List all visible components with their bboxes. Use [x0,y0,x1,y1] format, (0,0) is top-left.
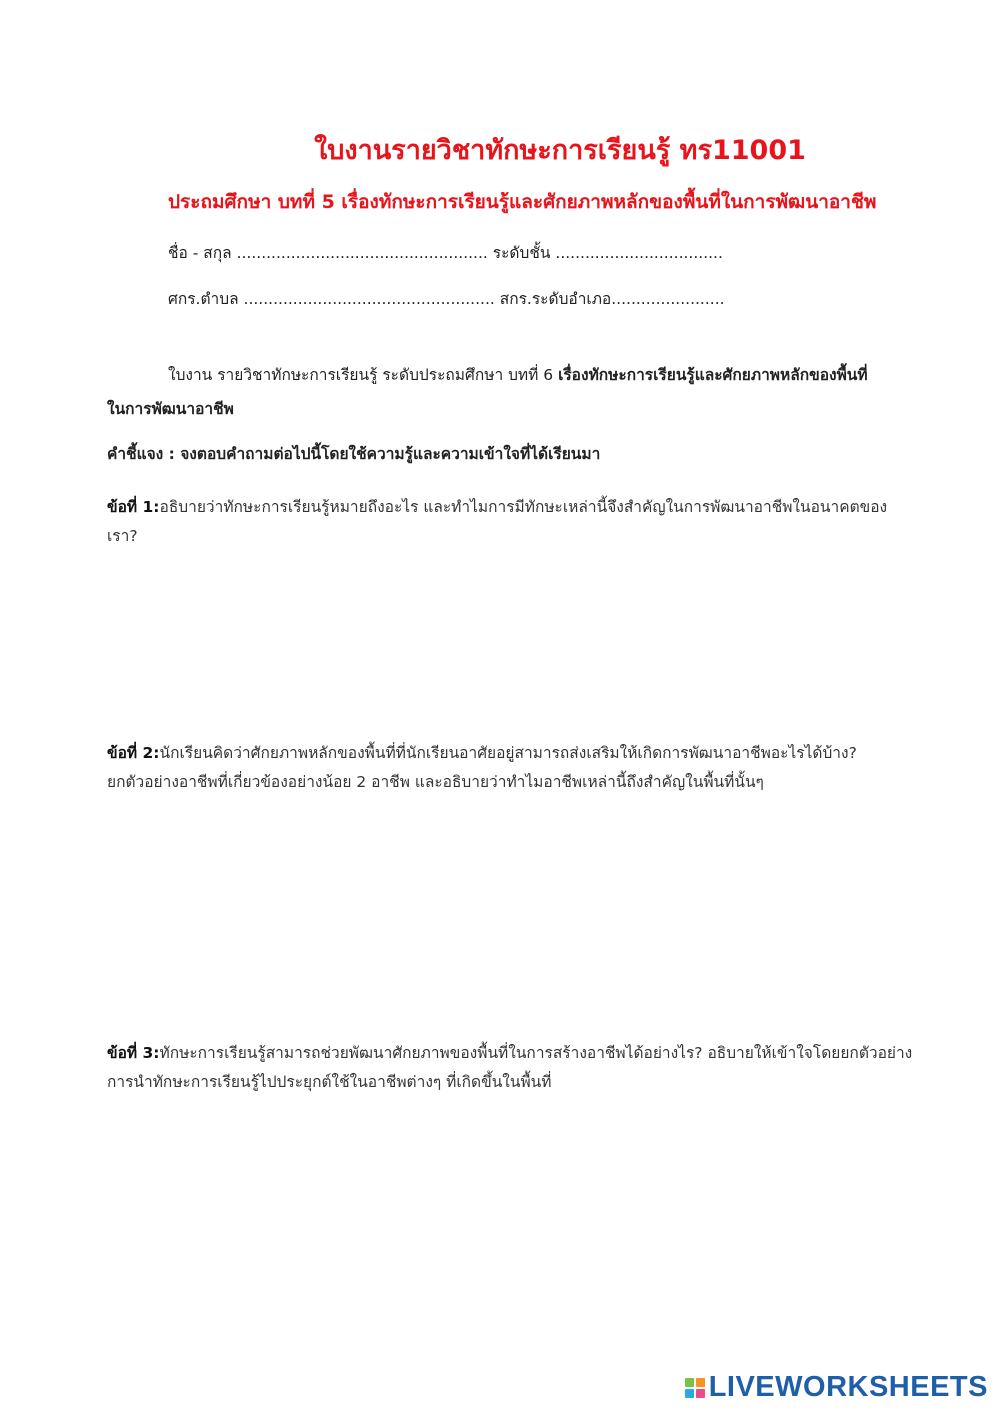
logo-icon-v [685,1389,694,1398]
intro-line-2: ในการพัฒนาอาชีพ [107,400,234,418]
worksheet-subtitle: ประถมศึกษา บทที่ 5 เรื่องทักษะการเรียนรู้และศักยภาพหลักของพื้นที่ในการพัฒนาอาชีพ [168,191,877,213]
tambon-input-dots[interactable]: ................................................... [243,290,495,308]
question-3-label: ข้อที่ 3: [107,1044,160,1062]
liveworksheets-logo-icon [685,1378,705,1398]
intro-bold-text: เรื่องทักษะการเรียนรู้และศักยภาพหลักของพื้นที่ [558,366,868,384]
name-input-dots[interactable]: ................................................... [236,244,488,262]
liveworksheets-logo-text: LIVEWORKSHEETS [708,1371,988,1403]
name-field-row [168,240,723,265]
instruction-text: คำชี้แจง : จงตอบคำถามต่อไปนี้โดยใช้ความรู้และความเข้าใจที่ได้เรียนมา [107,445,601,463]
question-1-label: ข้อที่ 1: [107,498,160,516]
question-2 [107,739,957,797]
question-3 [107,1039,957,1097]
question-3-text-line2: การนำทักษะการเรียนรู้ไปประยุกต์ใช้ในอาชีพต่างๆ ที่เกิดขึ้นในพื้นที่ [107,1073,552,1091]
center-field-row [168,286,725,311]
amphoe-input-dots[interactable]: ....................... [611,290,725,308]
worksheet-title: ใบงานรายวิชาทักษะการเรียนรู้ ทร11001 [314,135,806,166]
liveworksheets-logo [685,1371,988,1404]
answer-area-3[interactable] [107,1106,957,1346]
question-3-text-line1: ทักษะการเรียนรู้สามารถช่วยพัฒนาศักยภาพของพื้นที่ในการสร้างอาชีพได้อย่างไร? อธิบายให้เข้าใจโดยยกตัวอย่าง [159,1044,913,1062]
level-label: ระดับชั้น [492,244,551,262]
intro-normal-text: ใบงาน รายวิชาทักษะการเรียนรู้ ระดับประถมศึกษา บทที่ 6 [168,366,559,384]
question-1-text-line2: เรา? [107,527,138,545]
question-2-text-line2: ยกตัวอย่างอาชีพที่เกี่ยวข้องอย่างน้อย 2 อาชีพ และอธิบายว่าทำไมอาชีพเหล่านี้ถึงสำคัญในพื้นที่นั้นๆ [107,773,764,791]
tambon-label: ศกร.ตำบล [168,290,239,308]
intro-line-1 [168,362,868,387]
name-label: ชื่อ - สกุล [168,244,232,262]
answer-area-2[interactable] [107,806,957,1026]
logo-icon-e [696,1389,705,1398]
question-1 [107,493,957,551]
question-2-label: ข้อที่ 2: [107,744,160,762]
logo-icon-i [696,1378,705,1387]
answer-area-1[interactable] [107,560,957,720]
question-2-text-line1: นักเรียนคิดว่าศักยภาพหลักของพื้นที่ที่นักเรียนอาศัยอยู่สามารถส่งเสริมให้เกิดการพัฒนาอาชีพอะไรได้บ้าง? [159,744,857,762]
level-input-dots[interactable]: .................................. [555,244,723,262]
question-1-text-line1: อธิบายว่าทักษะการเรียนรู้หมายถึงอะไร และทำไมการมีทักษะเหล่านี้จึงสำคัญในการพัฒนาอาชีพในอนาคตของ [159,498,888,516]
logo-icon-l [685,1378,694,1387]
amphoe-label: สกร.ระดับอำเภอ [499,290,612,308]
